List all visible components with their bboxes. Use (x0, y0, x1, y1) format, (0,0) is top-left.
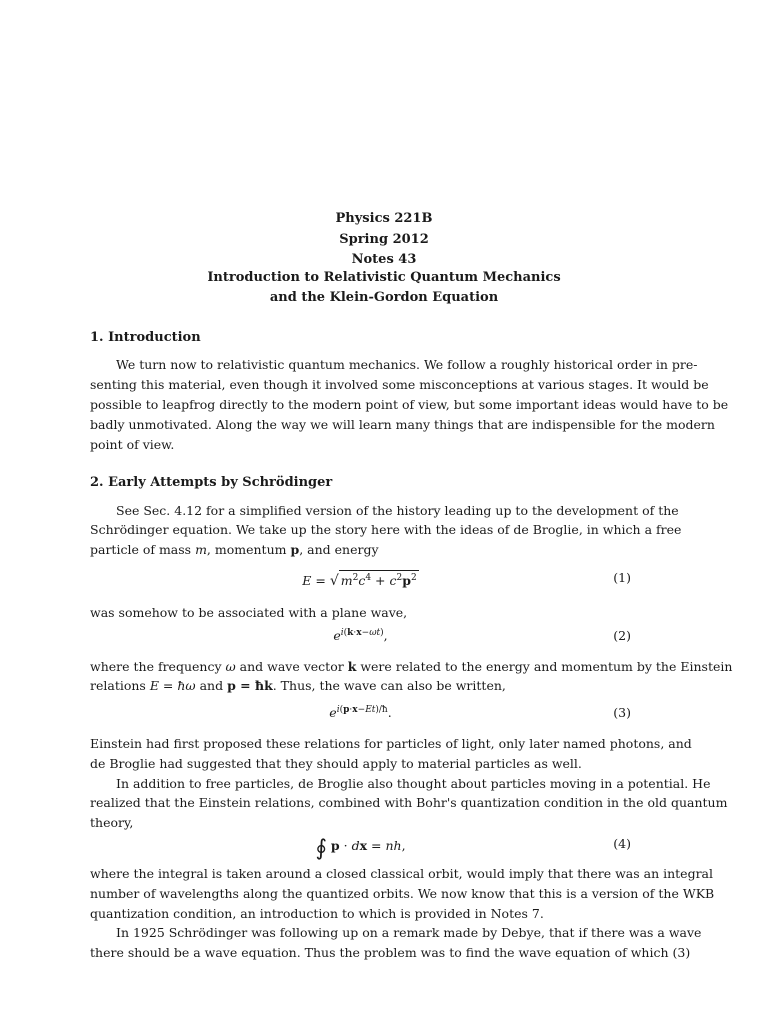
paragraph-line: senting this material, even though it involved some misconceptions at various stages. It would be (90, 377, 709, 392)
paragraph-line: realized that the Einstein relations, combined with Bohr's quantization condition in the old quantum (90, 795, 728, 810)
paragraph-line: In addition to free particles, de Broglie also thought about particles moving in a potential. He (116, 776, 711, 791)
paragraph-line: quantization condition, an introduction to which is provided in Notes 7. (90, 906, 544, 921)
paragraph-line: theory, (90, 815, 134, 830)
paragraph-line: where the frequency ω and wave vector k were related to the energy and momentum by the Einstein (90, 659, 733, 674)
paragraph-line: relations E = ħω and p = ħk. Thus, the wave can also be written, (90, 678, 506, 693)
paragraph-line: Schrödinger equation. We take up the story here with the ideas of de Broglie, in which a free (90, 522, 682, 537)
equation-number: (1) (613, 570, 631, 585)
course-title: Physics 221B (335, 211, 433, 226)
equation-number: (4) (613, 836, 631, 851)
document-title-line1: Introduction to Relativistic Quantum Mechanics (207, 270, 561, 285)
notes-number: Notes 43 (351, 252, 417, 267)
paragraph-line: badly unmotivated. Along the way we will learn many things that are indispensible for the modern (90, 417, 715, 432)
paragraph-line: where the integral is taken around a closed classical orbit, would imply that there was an integral (90, 866, 713, 881)
equation-4-expression: ∮ p · dx = nh, (315, 836, 406, 861)
paragraph-line: was somehow to be associated with a plane wave, (90, 605, 408, 620)
term-label: Spring 2012 (339, 232, 429, 247)
paragraph-line: point of view. (90, 437, 175, 452)
paragraph-line: there should be a wave equation. Thus the problem was to find the wave equation of which (3) (90, 945, 691, 960)
paragraph-line: number of wavelengths along the quantized orbits. We now know that this is a version of the WKB (90, 886, 715, 901)
equation-1 (90, 568, 631, 592)
paragraph-line: We turn now to relativistic quantum mechanics. We follow a roughly historical order in pre- (116, 357, 698, 372)
equation-2 (90, 626, 631, 650)
equation-2-expression: $e^{i(k\cdot x-\omega t)}$, (333, 628, 388, 644)
equation-3-expression: $e^{i(p\cdot x-Et)/ħ}$. (329, 705, 392, 721)
paragraph-line: possible to leapfrog directly to the modern point of view, but some important ideas would have to be (90, 397, 729, 412)
document-title-line2: and the Klein-Gordon Equation (269, 290, 499, 305)
equation-number: (3) (613, 705, 631, 720)
equation-3 (90, 703, 631, 727)
paragraph-line: Einstein had first proposed these relations for particles of light, only later named photons, and (90, 736, 692, 751)
section-heading-early-attempts: 2. Early Attempts by Schrödinger (90, 475, 333, 490)
equation-4 (90, 834, 631, 861)
paragraph-line: particle of mass m, momentum p, and energy (90, 542, 379, 557)
equation-1-expression: E = √ $m^2c^4 + c^2p^2$ (90, 570, 631, 589)
paragraph-line: de Broglie had suggested that they should apply to material particles as well. (90, 756, 582, 771)
equation-number: (2) (613, 628, 631, 643)
paragraph-line: See Sec. 4.12 for a simplified version of the history leading up to the development of the (116, 503, 679, 518)
section-heading-introduction: 1. Introduction (90, 330, 201, 345)
paragraph-line: In 1925 Schrödinger was following up on a remark made by Debye, that if there was a wave (116, 925, 702, 940)
